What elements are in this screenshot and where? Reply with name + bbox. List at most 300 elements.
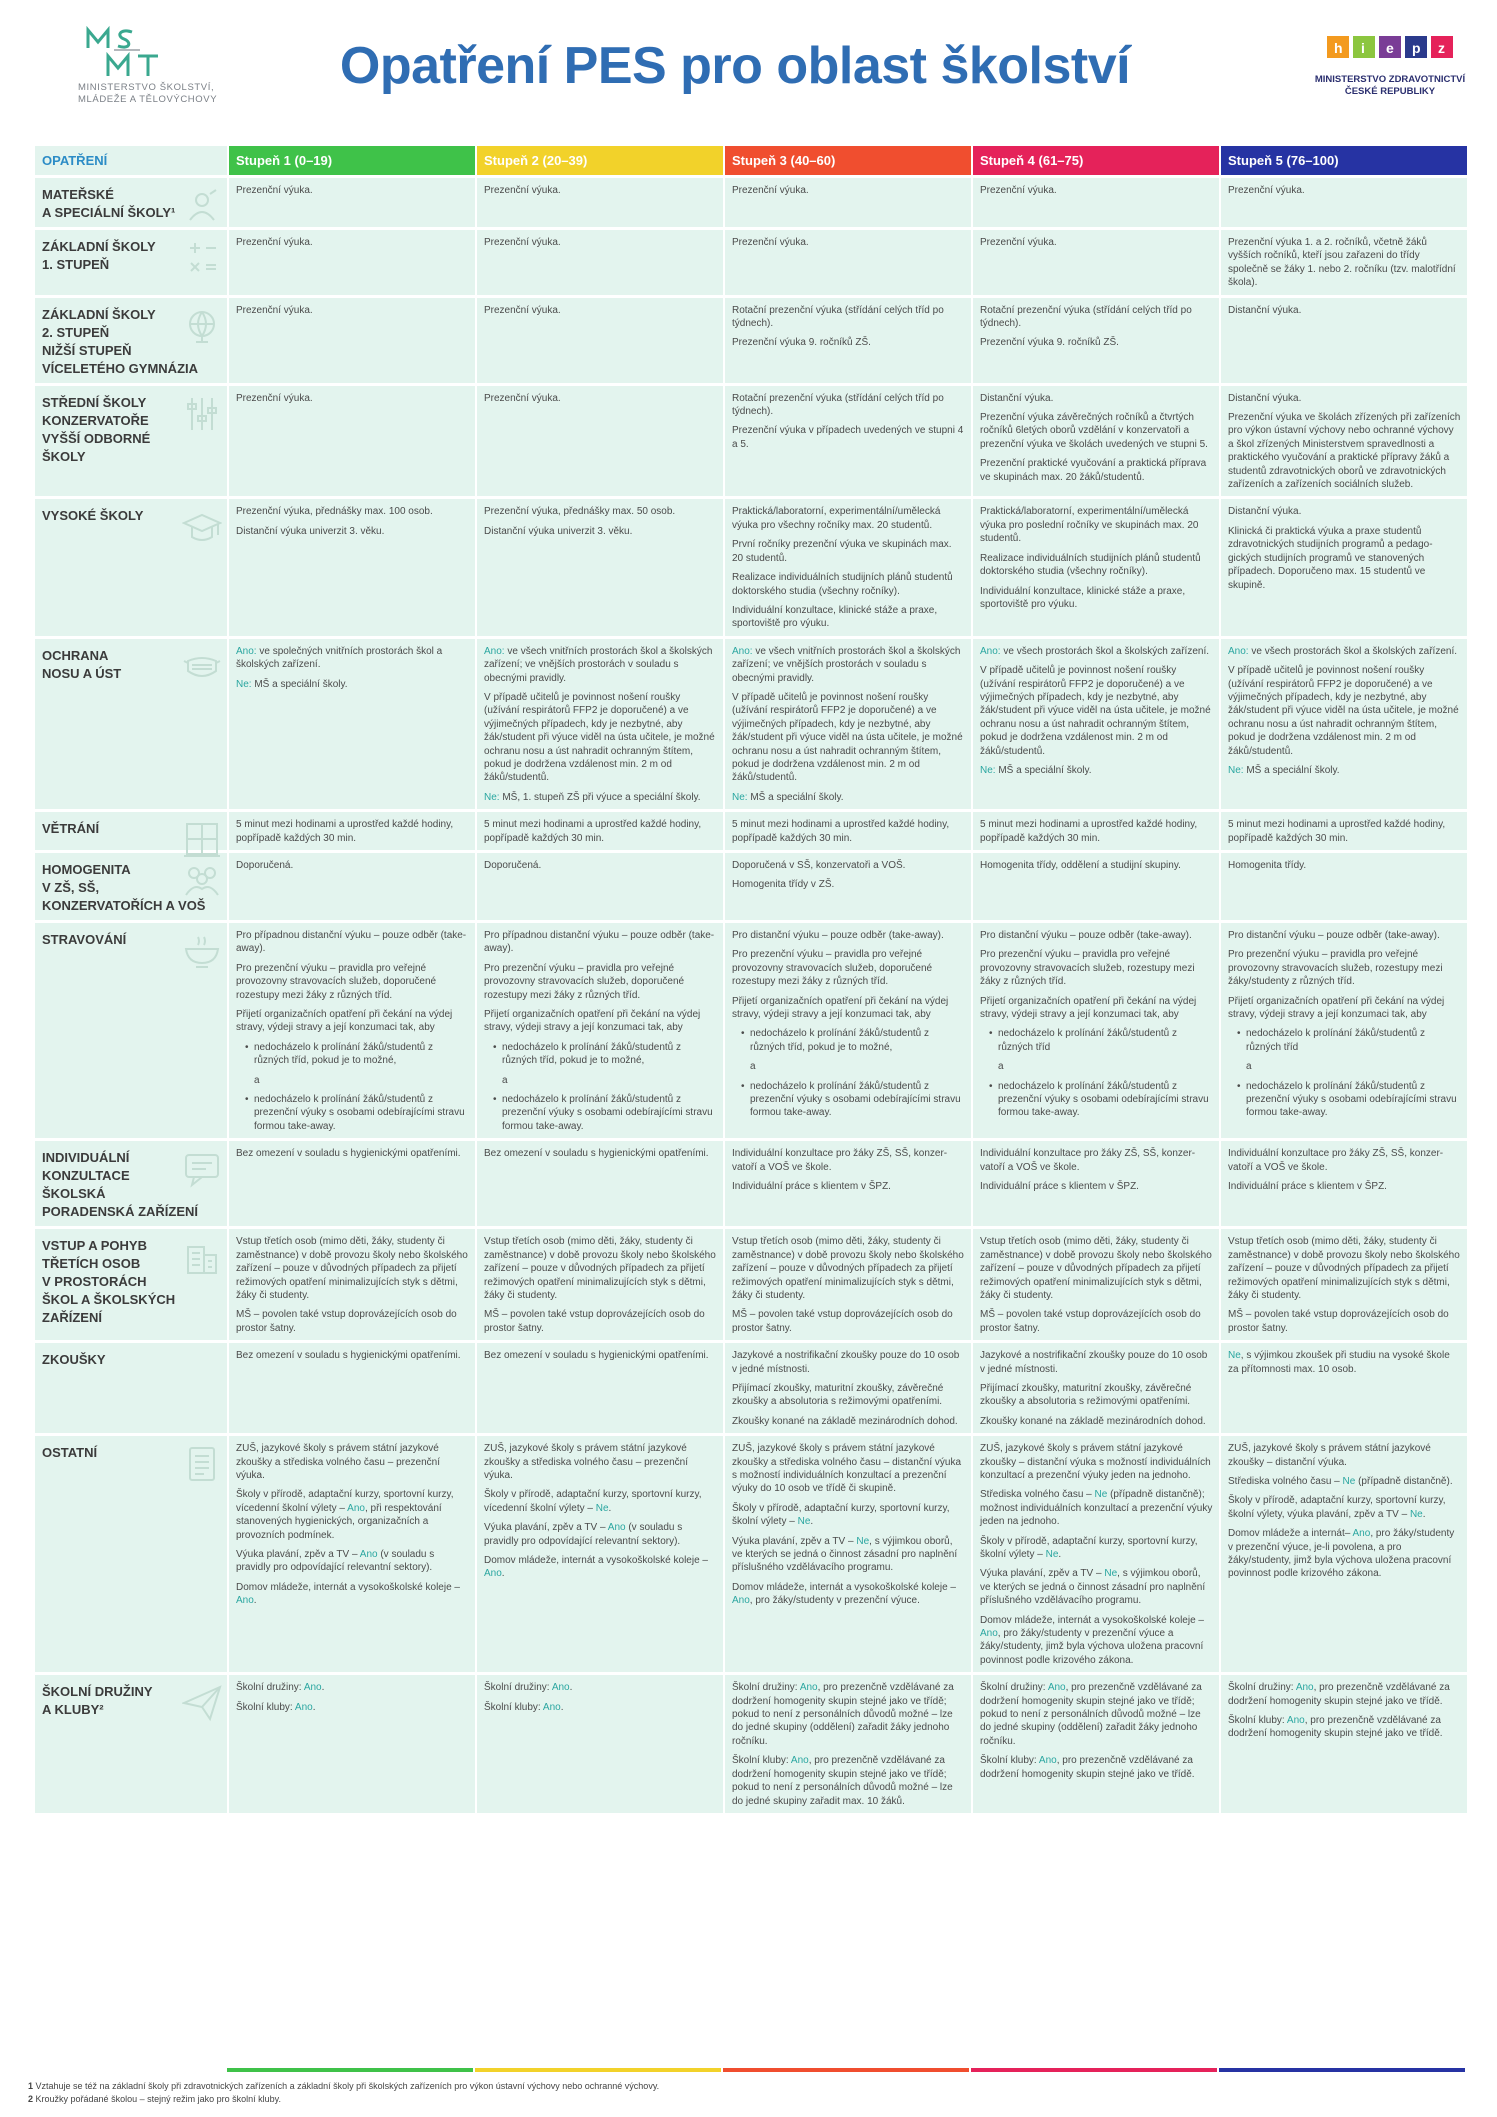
- page-header: [0, 0, 1497, 140]
- row-label-cell: [35, 178, 227, 230]
- cell-stupen-5: [1221, 298, 1467, 386]
- paragraph-text: ve všech prostorách škol a školských zařízení.: [1000, 645, 1209, 657]
- paragraph-text: Školní kluby:: [236, 1701, 295, 1713]
- paragraph-text: Přijetí organizačních opatření při čekání na výdej stravy, výdeji stravy a její konzumaci tak, aby: [1228, 995, 1445, 1021]
- cell-paragraph: [484, 505, 717, 518]
- row-label-cell: [35, 853, 227, 923]
- cell-paragraph: [732, 1442, 965, 1496]
- cell-paragraph: [732, 995, 965, 1022]
- keyword-label: Ano: [294, 1701, 313, 1713]
- paragraph-text: Přijímací zkoušky, maturitní zkoušky, závěrečné zkoušky a absolutoria s režimovými opatřeními.: [732, 1382, 944, 1408]
- cell-paragraph: [484, 525, 717, 538]
- cell-paragraph: [236, 1581, 469, 1608]
- cell-stupen-1: [229, 298, 475, 386]
- cell-paragraph: [980, 1382, 1213, 1409]
- paragraph-text: Praktická/laboratorní, experimentální/umělecká výuka pro poslední ročníky ve skupinách max. 20 studentů.: [980, 506, 1199, 545]
- cell-paragraph: [980, 948, 1213, 988]
- column-header-stupen-5: Stupeň 5 (76–100): [1221, 146, 1467, 178]
- cell-paragraph: [236, 1701, 469, 1714]
- cell-paragraph: [980, 1488, 1213, 1528]
- cell-paragraph: [732, 818, 965, 845]
- paragraph-text: Individuální práce s klientem v ŠPZ.: [1228, 1181, 1387, 1193]
- row-label-cell: [35, 1141, 227, 1229]
- bullet-item: • nedocházelo k prolínání žáků/studentů z různých tříd, pokud je to možné,: [484, 1041, 717, 1068]
- cell-stupen-1: [229, 230, 475, 298]
- cell-stupen-5: [1221, 1675, 1467, 1816]
- keyword-label: Ano: [1038, 1755, 1057, 1767]
- paragraph-text: Bez omezení v souladu s hygienickými opatřeními.: [236, 1350, 461, 1362]
- table-row: [35, 923, 1467, 1141]
- cell-stupen-4: [973, 639, 1219, 812]
- row-label-cell: [35, 386, 227, 500]
- cell-stupen-1: [229, 1229, 475, 1343]
- cell-stupen-2: [477, 923, 723, 1141]
- keyword-label: Ano: [484, 1568, 502, 1580]
- bullet-item: • nedocházelo k prolínání žáků/studentů z prezenční výuky s osobami odebírajícími stravu formou take-away.: [484, 1093, 717, 1133]
- row-label: MATEŘSKÉ A SPECIÁLNÍ ŠKOLY¹: [42, 187, 176, 220]
- paragraph-text: .: [608, 1502, 612, 1514]
- cell-paragraph: [236, 929, 469, 956]
- cell-paragraph: [1228, 929, 1461, 942]
- paragraph-text: Individuální práce s klientem v ŠPZ.: [980, 1181, 1139, 1193]
- paragraph-text: 5 minut mezi hodinami a uprostřed každé hodiny, popřípadě každých 30 min.: [732, 819, 950, 844]
- column-header-stupen-3: Stupeň 3 (40–60): [725, 146, 971, 178]
- paragraph-text: Pro prezenční výuku – pravidla pro veřejné provozovny stravovacích služeb, rozestupy mezi žáky z různých tříd.: [980, 949, 1195, 988]
- cell-stupen-4: [973, 178, 1219, 230]
- paragraph-text: V případě učitelů je povinnost nošení roušky (užívání respirátorů FFP2 je doporučené) a ve výjimečných případech, kdy je nezbytné, aby žák/student při výuce viděl na ústa učitele, je možné ochranu nosu a úst nahradit ochranným štítem, pokud je dodržena vzdálenost min. 2 m od žáků/studentů.: [980, 665, 1211, 757]
- paragraph-text: Přijetí organizačních opatření při čekání na výdej stravy, výdeji stravy a její konzumaci tak, aby: [732, 995, 949, 1021]
- paragraph-text: Pro prezenční výuku – pravidla pro veřejné provozovny stravovacích služeb, doporučené rozestupy mezi žáky z různých tříd.: [484, 962, 685, 1001]
- paragraph-text: Pro prezenční výuku – pravidla pro veřejné provozovny stravovacích služeb, rozestupy mezi žáky/studenty z různých tříd.: [1228, 949, 1443, 988]
- cell-stupen-3: [725, 1436, 971, 1675]
- cell-paragraph: [484, 691, 717, 785]
- keyword-label: Ano: [1286, 1715, 1305, 1727]
- cell-paragraph: [732, 1308, 965, 1335]
- cell-paragraph: [980, 859, 1213, 872]
- cell-paragraph: [236, 1349, 469, 1362]
- cell-stupen-2: [477, 1229, 723, 1343]
- row-label: ZÁKLADNÍ ŠKOLY 1. STUPEŇ: [42, 239, 156, 272]
- paragraph-text: Vstup třetích osob (mimo děti, žáky, studenty či zaměstnance) v době provozu školy nebo školského zařízení – pouze v důvodných případech za přijetí režimových opatření minimalizujících styk s dětmi, žáky či studenty.: [484, 1236, 716, 1301]
- paragraph-text: Prezenční výuka závěrečných ročníků a čtvrtých ročníků 6letých oborů vzdělání v konzervatoři a prezenční výuka ve školách uvedených ve stupni 5.: [980, 412, 1208, 450]
- paragraph-text: Školy v přírodě, adaptační kurzy, sportovní kurzy, vícedenní školní výlety –: [236, 1489, 454, 1514]
- paragraph-text: MŠ – povolen také vstup doprovázejících osob do prostor šatny.: [484, 1309, 705, 1334]
- keyword-label: Ne:: [236, 678, 252, 690]
- paragraph-text: Individuální konzultace pro žáky ZŠ, SŠ, konzervatoří a VOŠ ve škole.: [1228, 1148, 1444, 1173]
- paragraph-text: .: [312, 1701, 316, 1713]
- paragraph-text: Distanční výuka.: [980, 392, 1054, 404]
- svg-text:e: e: [1386, 40, 1394, 56]
- paragraph-text: MŠ a speciální školy.: [1243, 764, 1340, 776]
- table-row: [35, 1343, 1467, 1436]
- cell-paragraph: [236, 236, 469, 249]
- keyword-label: Ne: [1228, 1350, 1241, 1362]
- paragraph-text: Prezenční výuka.: [236, 392, 313, 404]
- cell-paragraph: [236, 1147, 469, 1160]
- cell-stupen-5: [1221, 853, 1467, 923]
- paragraph-text: Homogenita třídy v ZŠ.: [732, 879, 835, 891]
- paragraph-text: Výuka plavání, zpěv a TV –: [732, 1535, 857, 1547]
- paragraph-text: , pro žáky/studenty v prezenční výuce a žáky/studenty, jimž byla výchova uložena pracovní povinnost podle krizového zákona.: [980, 1628, 1204, 1666]
- bullet-item: • nedocházelo k prolínání žáků/studentů z různých tříd: [1228, 1027, 1461, 1054]
- cell-paragraph: [1228, 184, 1461, 197]
- paragraph-text: Distanční výuka.: [1228, 506, 1302, 518]
- cell-paragraph: [236, 818, 469, 845]
- paragraph-text: Rotační prezenční výuka (střídání celých tříd po týdnech).: [732, 392, 944, 418]
- paragraph-text: Přijetí organizačních opatření při čekání na výdej stravy, výdeji stravy a její konzumaci tak, aby: [484, 1009, 701, 1034]
- cell-paragraph: [236, 645, 469, 672]
- paragraph-text: Bez omezení v souladu s hygienickými opatřeními.: [484, 1350, 709, 1362]
- paragraph-text: Přijetí organizačních opatření při čekání na výdej stravy, výdeji stravy a její konzumaci tak, aby: [236, 1009, 453, 1034]
- cell-paragraph: [980, 304, 1213, 331]
- paragraph-text: Střediska volného času –: [1228, 1475, 1343, 1487]
- cell-paragraph: [980, 1535, 1213, 1562]
- table-row: [35, 1675, 1467, 1816]
- cell-paragraph: [980, 818, 1213, 845]
- paragraph-text: .: [810, 1516, 814, 1528]
- cell-paragraph: [980, 1180, 1213, 1193]
- cell-stupen-2: [477, 639, 723, 812]
- cell-paragraph: [236, 1008, 469, 1035]
- cell-paragraph: [732, 791, 965, 804]
- paragraph-text: 5 minut mezi hodinami a uprostřed každé hodiny, popřípadě každých 30 min.: [484, 819, 702, 844]
- cell-paragraph: [732, 304, 965, 331]
- paragraph-text: (případně distančně).: [1355, 1475, 1453, 1487]
- cell-paragraph: [980, 1442, 1213, 1482]
- paragraph-text: Prezenční výuka ve školách zřízených při zařízeních pro výkon ústavní výchovy nebo ochranné výchovy a škol zřízených Ministerstvem spravedlnosti a praktického vyučování a praktické přípravy žáků a studentů zdravotnických oborů ve zdravotnických zařízeních a zařízeních sociálních služeb.: [1228, 412, 1461, 491]
- paragraph-text: , pro prezenčně vzdělávané za dodržení homogenity skupin stejné jako ve třídě.: [1228, 1715, 1443, 1740]
- cell-paragraph: [732, 1349, 965, 1376]
- table-row: [35, 1436, 1467, 1675]
- cell-stupen-1: [229, 1343, 475, 1436]
- cell-stupen-2: [477, 1141, 723, 1229]
- cell-paragraph: [732, 1754, 965, 1808]
- paragraph-text: Školy v přírodě, adaptační kurzy, sportovní kurzy, školní výlety –: [732, 1502, 950, 1528]
- paragraph-text: MŠ a speciální školy.: [747, 791, 844, 803]
- keyword-label: Ano: [607, 1522, 626, 1534]
- bullet-item: • nedocházelo k prolínání žáků/studentů z prezenční výuky s osobami odebírajícími stravu formou take-away.: [236, 1093, 469, 1133]
- cell-stupen-3: [725, 1343, 971, 1436]
- paragraph-text: MŠ a speciální školy.: [995, 764, 1092, 776]
- paragraph-text: Pro případnou distanční výuku – pouze odběr (take-away).: [236, 930, 467, 955]
- cell-stupen-4: [973, 1141, 1219, 1229]
- cell-stupen-1: [229, 499, 475, 638]
- paragraph-text: , pro prezenčně vzdělávané za dodržení homogenity skupin stejné jako ve třídě; pokud to není z personálních důvodů možné – lze do jedné skupiny (oddělení) zařadit žáky jednoho ročníku.: [980, 1682, 1202, 1747]
- bullet-item: • nedocházelo k prolínání žáků/studentů z prezenční výuky s osobami odebírajícími stravu formou take-away.: [732, 1080, 965, 1120]
- cell-paragraph: [484, 1008, 717, 1035]
- table-row: [35, 178, 1467, 230]
- cell-stupen-3: [725, 639, 971, 812]
- keyword-label: Ano: [732, 1595, 750, 1607]
- cell-paragraph: [980, 664, 1213, 758]
- keyword-label: Ne:: [1228, 764, 1244, 776]
- cell-paragraph: [1228, 764, 1461, 777]
- paragraph-text: Školní kluby:: [484, 1701, 543, 1713]
- paragraph-text: Přijímací zkoušky, maturitní zkoušky, závěrečné zkoušky a absolutoria s režimovými opatřeními.: [980, 1382, 1192, 1408]
- cell-paragraph: [732, 1415, 965, 1428]
- paragraph-text: (v souladu s pravidly pro odpovídající relevantní sektory).: [484, 1522, 683, 1547]
- row-label-cell: [35, 1436, 227, 1675]
- table-row: [35, 499, 1467, 638]
- cell-stupen-2: [477, 386, 723, 500]
- cell-paragraph: [1228, 1349, 1461, 1376]
- cell-stupen-2: [477, 1343, 723, 1436]
- row-label: ZÁKLADNÍ ŠKOLY 2. STUPEŇ NIŽŠÍ STUPEŇ VÍCELETÉHO GYMNÁZIA: [42, 306, 199, 376]
- keyword-label: Ne: [856, 1535, 870, 1547]
- paragraph-text: Jazykové a nostrifikační zkoušky pouze do 10 osob v jedné místnosti.: [980, 1350, 1208, 1375]
- cell-stupen-5: [1221, 923, 1467, 1141]
- paragraph-text: Školní družiny:: [1228, 1682, 1296, 1694]
- cell-paragraph: [980, 457, 1213, 484]
- cell-stupen-2: [477, 812, 723, 853]
- paragraph-text: Školní družiny:: [732, 1682, 800, 1694]
- paragraph-text: Přijetí organizačních opatření při čekání na výdej stravy, výdeji stravy a její konzumaci tak, aby: [980, 995, 1197, 1021]
- cell-paragraph: [732, 336, 965, 349]
- cell-stupen-1: [229, 812, 475, 853]
- cell-paragraph: [732, 878, 965, 891]
- mz-logo: [1305, 30, 1475, 100]
- paragraph-text: Pro prezenční výuku – pravidla pro veřejné provozovny stravovacích služeb, doporučené rozestupy mezi žáky z různých tříd.: [236, 962, 437, 1001]
- cell-stupen-4: [973, 1343, 1219, 1436]
- paragraph-text: Prezenční výuka.: [980, 237, 1057, 248]
- cell-paragraph: [236, 859, 469, 872]
- cell-paragraph: [484, 1308, 717, 1335]
- cell-stupen-4: [973, 923, 1219, 1141]
- mz-logo-text: MINISTERSTVO ZDRAVOTNICTVÍ ČESKÉ REPUBLIKY: [1314, 74, 1466, 97]
- paragraph-text: Individuální práce s klientem v ŠPZ.: [732, 1181, 891, 1193]
- cell-paragraph: [484, 1701, 717, 1714]
- row-label: VSTUP A POHYB TŘETÍCH OSOB V PROSTORÁCH ŠKOL A ŠKOLSKÝCH ZAŘÍZENÍ: [42, 1238, 176, 1326]
- row-label: INDIVIDUÁLNÍ KONZULTACE ŠKOLSKÁ PORADENSKÁ ZAŘÍZENÍ: [42, 1150, 199, 1220]
- cell-paragraph: [1228, 1308, 1461, 1335]
- cell-paragraph: [1228, 1714, 1461, 1741]
- paragraph-text: Školy v přírodě, adaptační kurzy, sportovní kurzy, školní výlety –: [980, 1535, 1198, 1560]
- paragraph-text: Střediska volného času –: [980, 1489, 1095, 1501]
- paragraph-text: Vstup třetích osob (mimo děti, žáky, studenty či zaměstnance) v době provozu školy nebo školského zařízení – pouze v důvodných případech za přijetí režimových opatření minimalizujících styk s dětmi, žáky či studenty.: [980, 1236, 1212, 1301]
- measures-table: [33, 146, 1469, 1816]
- cell-paragraph: [980, 645, 1213, 658]
- paragraph-text: Doporučená.: [236, 860, 294, 871]
- paragraph-text: Rotační prezenční výuka (střídání celých tříd po týdnech).: [980, 304, 1192, 330]
- paragraph-text: , pro prezenčně vzdělávané za dodržení homogenity skupin stejné jako ve třídě; pokud to není z personálních důvodů možné – lze do jedné skupiny (oddělení) zařadit žáky jednoho ročníku.: [732, 1682, 954, 1747]
- cell-stupen-4: [973, 230, 1219, 298]
- cell-stupen-3: [725, 1229, 971, 1343]
- bullet-item: • nedocházelo k prolínání žáků/studentů z různých tříd: [980, 1027, 1213, 1054]
- cell-paragraph: [1228, 645, 1461, 658]
- cell-stupen-4: [973, 499, 1219, 638]
- cell-stupen-3: [725, 499, 971, 638]
- paragraph-text: Pro případnou distanční výuku – pouze odběr (take-away).: [484, 930, 715, 955]
- cell-stupen-2: [477, 230, 723, 298]
- cell-stupen-4: [973, 386, 1219, 500]
- cell-stupen-5: [1221, 230, 1467, 298]
- paragraph-text: Individuální konzultace pro žáky ZŠ, SŠ, konzervatoří a VOŠ ve škole.: [980, 1148, 1196, 1173]
- paragraph-text: Individuální konzultace, klinické stáže a praxe, sportoviště pro výuku.: [732, 604, 938, 630]
- cell-paragraph: [732, 392, 965, 419]
- cell-paragraph: [484, 1681, 717, 1694]
- paragraph-text: Prezenční výuka.: [484, 304, 561, 316]
- keyword-label: Ano: [303, 1682, 322, 1694]
- paragraph-text: Školní kluby:: [1228, 1715, 1287, 1727]
- footnote-1: 1 Vztahuje se též na základní školy při zdravotnických zařízeních a základní školy při školských zařízeních pro výkon ústavní výchovy nebo ochranné výchovy.: [28, 2081, 660, 2091]
- cell-paragraph: [484, 236, 717, 249]
- bullet-item: • nedocházelo k prolínání žáků/studentů z prezenční výuky s osobami odebírajícími stravu formou take-away.: [1228, 1080, 1461, 1120]
- paragraph-text: MŠ – povolen také vstup doprovázejících osob do prostor šatny.: [732, 1309, 953, 1334]
- cell-paragraph: [732, 1235, 965, 1302]
- paragraph-text: MŠ – povolen také vstup doprovázejících osob do prostor šatny.: [236, 1309, 457, 1334]
- paragraph-text: Realizace individuálních studijních plánů studentů doktorského studia (všechny ročníky).: [732, 572, 953, 597]
- cell-paragraph: [484, 1147, 717, 1160]
- cell-paragraph: [980, 411, 1213, 451]
- paragraph-text: .: [253, 1595, 257, 1607]
- row-label-cell: [35, 1343, 227, 1436]
- cell-paragraph: [484, 304, 717, 317]
- row-label: HOMOGENITA V ZŠ, SŠ, KONZERVATOŘÍCH A VOŠ: [42, 862, 206, 913]
- paragraph-text: Jazykové a nostrifikační zkoušky pouze do 10 osob v jedné místnosti.: [732, 1350, 960, 1375]
- mz-logo-mark: [1309, 34, 1459, 68]
- bullet-item: • nedocházelo k prolínání žáků/studentů z různých tříd, pokud je to možné,: [732, 1027, 965, 1054]
- conjunction-text: a: [750, 1061, 756, 1073]
- paragraph-text: Domov mládeže, internát a vysokoškolské koleje –: [236, 1581, 460, 1593]
- paragraph-text: Individuální konzultace pro žáky ZŠ, SŠ, konzervatoří a VOŠ ve škole.: [732, 1148, 948, 1173]
- cell-paragraph: [484, 818, 717, 845]
- paragraph-text: V případě učitelů je povinnost nošení roušky (užívání respirátorů FFP2 je doporučené) a ve výjimečných případech, kdy je nezbytné, aby žák/student při výuce viděl na ústa učitele, je možné ochranu nosu a úst nahradit ochranným štítem, pokud je dodržena vzdálenost min. 2 m od žáků/studentů.: [484, 691, 715, 784]
- cell-stupen-1: [229, 1141, 475, 1229]
- cell-paragraph: [1228, 1527, 1461, 1581]
- keyword-label: Ano: [1047, 1682, 1066, 1694]
- cell-stupen-2: [477, 178, 723, 230]
- cell-paragraph: [236, 962, 469, 1002]
- paragraph-text: Prezenční výuka, přednášky max. 50 osob.: [484, 506, 676, 518]
- cell-stupen-5: [1221, 178, 1467, 230]
- paragraph-text: Prezenční výuka.: [236, 185, 313, 196]
- row-label: OCHRANA NOSU A ÚST: [42, 647, 122, 681]
- cell-paragraph: [484, 1521, 717, 1548]
- table-header-row: [35, 146, 1467, 178]
- cell-paragraph: [1228, 1147, 1461, 1174]
- paragraph-text: Prezenční výuka 1. a 2. ročníků, včetně žáků vyšších ročníků, kteří jsou zařazeni do třídy společně se žáky 1. nebo 2. ročníku (tzv. malotřídní škola).: [1228, 237, 1456, 289]
- row-label-cell: [35, 499, 227, 638]
- keyword-label: Ne: [797, 1516, 811, 1528]
- paragraph-text: Prezenční výuka v případech uvedených ve stupni 4 a 5.: [732, 425, 964, 450]
- paragraph-text: Školní kluby:: [732, 1755, 791, 1767]
- cell-stupen-1: [229, 853, 475, 923]
- keyword-label: Ano: [980, 1628, 998, 1640]
- paragraph-text: Distanční výuka.: [1228, 392, 1302, 404]
- keyword-label: Ano: [542, 1701, 561, 1713]
- bottom-color-bar: [33, 2068, 1463, 2072]
- paragraph-text: Pro prezenční výuku – pravidla pro veřejné provozovny stravovacích služeb, doporučené rozestupy mezi žáky z různých tříd.: [732, 949, 933, 988]
- cell-paragraph: [1228, 859, 1461, 872]
- footnote-2: 2 Kroužky pořádané školou – stejný režim jako pro školní kluby.: [28, 2094, 281, 2104]
- cell-paragraph: [1228, 304, 1461, 317]
- cell-stupen-4: [973, 1675, 1219, 1816]
- cell-paragraph: [980, 552, 1213, 579]
- cell-paragraph: [980, 1147, 1213, 1174]
- paragraph-text: , pro žáky/studenty v prezenční výuce.: [749, 1595, 920, 1607]
- paragraph-text: Domov mládeže, internát a vysokoškolské koleje –: [980, 1614, 1204, 1626]
- paragraph-text: Klinická či praktická výuka a praxe studentů zdravotnických studijních programů a pedagogických studijních programů ve stanovených případech. Doporučeno max. 15 studentů ve skupině.: [1228, 525, 1433, 591]
- row-label-cell: [35, 812, 227, 853]
- bullet-item: • nedocházelo k prolínání žáků/studentů z prezenční výuky s osobami odebírajícími stravu formou take-away.: [980, 1080, 1213, 1120]
- paragraph-text: Školní družiny:: [236, 1682, 304, 1694]
- cell-stupen-5: [1221, 386, 1467, 500]
- cell-stupen-1: [229, 178, 475, 230]
- keyword-label: Ano: [790, 1755, 809, 1767]
- paragraph-text: .: [1422, 1508, 1426, 1520]
- paragraph-text: 5 minut mezi hodinami a uprostřed každé hodiny, popřípadě každých 30 min.: [980, 819, 1198, 844]
- paragraph-text: Individuální konzultace, klinické stáže a praxe, sportoviště pro výuku.: [980, 585, 1186, 610]
- paragraph-text: Vstup třetích osob (mimo děti, žáky, studenty či zaměstnance) v době provozu školy nebo školského zařízení – pouze v důvodných případech za přijetí režimových opatření minimalizujících styk s dětmi, žáky či studenty.: [236, 1236, 468, 1301]
- paragraph-text: , pro prezenčně vzdělávané za dodržení homogenity skupin stejné jako ve třídě; pokud to není z personálních důvodů možné – lze do jedné skupiny zařadit max. 10 žáků.: [732, 1755, 953, 1807]
- cell-paragraph: [732, 1147, 965, 1174]
- keyword-label: Ano:: [236, 645, 257, 657]
- paragraph-text: ZUŠ, jazykové školy s právem státní jazykové zkoušky a střediska volného času – prezenční výuka.: [236, 1443, 440, 1481]
- cell-stupen-5: [1221, 812, 1467, 853]
- paragraph-text: Homogenita třídy, oddělení a studijní skupiny.: [980, 860, 1181, 871]
- table-row: [35, 1141, 1467, 1229]
- cell-paragraph: [236, 1681, 469, 1694]
- row-label: ŠKOLNÍ DRUŽINY A KLUBY²: [42, 1684, 153, 1718]
- cell-stupen-2: [477, 298, 723, 386]
- paragraph-text: Realizace individuálních studijních plánů studentů doktorského studia (všechny ročníky).: [980, 552, 1201, 578]
- keyword-label: Ne: [595, 1502, 609, 1514]
- cell-paragraph: [1228, 1475, 1461, 1488]
- cell-paragraph: [732, 691, 965, 785]
- paragraph-text: Výuka plavání, zpěv a TV –: [236, 1549, 360, 1560]
- cell-stupen-2: [477, 499, 723, 638]
- paragraph-text: MŠ, 1. stupeň ZŠ při výuce a speciální školy.: [499, 791, 701, 803]
- paragraph-text: Prezenční výuka 9. ročníků ZŠ.: [732, 337, 871, 349]
- cell-paragraph: [236, 1548, 469, 1575]
- paragraph-text: ve všech vnitřních prostorách škol a školských zařízení; ve vnějších prostorách v souladu s obecnými pravidly.: [484, 645, 713, 684]
- paragraph-text: Prezenční výuka.: [980, 185, 1057, 196]
- cell-stupen-4: [973, 1229, 1219, 1343]
- row-label: STŘEDNÍ ŠKOLY KONZERVATOŘE VYŠŠÍ ODBORNÉ ŠKOLY: [42, 394, 151, 464]
- keyword-label: Ano: [359, 1549, 378, 1560]
- cell-paragraph: [980, 1415, 1213, 1428]
- paragraph-text: Prezenční výuka.: [732, 185, 809, 196]
- keyword-label: Ano:: [484, 645, 505, 657]
- cell-paragraph: [484, 184, 717, 197]
- keyword-label: Ne:: [732, 791, 748, 803]
- paragraph-text: .: [560, 1701, 564, 1713]
- table-row: [35, 386, 1467, 500]
- cell-paragraph: [732, 1681, 965, 1748]
- cell-paragraph: [980, 995, 1213, 1022]
- cell-paragraph: [1228, 1494, 1461, 1521]
- cell-stupen-3: [725, 178, 971, 230]
- paragraph-text: MŠ – povolen také vstup doprovázejících osob do prostor šatny.: [1228, 1309, 1449, 1334]
- cell-stupen-5: [1221, 1141, 1467, 1229]
- cell-paragraph: [980, 184, 1213, 197]
- keyword-label: Ne: [1094, 1489, 1108, 1501]
- paragraph-text: ve všech vnitřních prostorách škol a školských zařízení; ve vnějších prostorách v souladu s obecnými pravidly.: [732, 645, 961, 684]
- cell-paragraph: [980, 1614, 1213, 1668]
- cell-paragraph: [484, 392, 717, 405]
- keyword-label: Ano:: [732, 645, 753, 657]
- paragraph-text: Domov mládeže, internát a vysokoškolské koleje –: [484, 1555, 708, 1566]
- row-label: VĚTRÁNÍ: [42, 821, 100, 837]
- cell-paragraph: [484, 1488, 717, 1515]
- table-body: [35, 178, 1467, 1816]
- cell-paragraph: [1228, 411, 1461, 491]
- paragraph-text: Pro distanční výuku – pouze odběr (take-away).: [980, 930, 1192, 941]
- paragraph-text: Domov mládeže, internát a vysokoškolské koleje –: [732, 1581, 956, 1593]
- keyword-label: Ne:: [980, 764, 996, 776]
- row-label: ZKOUŠKY: [42, 1352, 106, 1368]
- table-row: [35, 639, 1467, 812]
